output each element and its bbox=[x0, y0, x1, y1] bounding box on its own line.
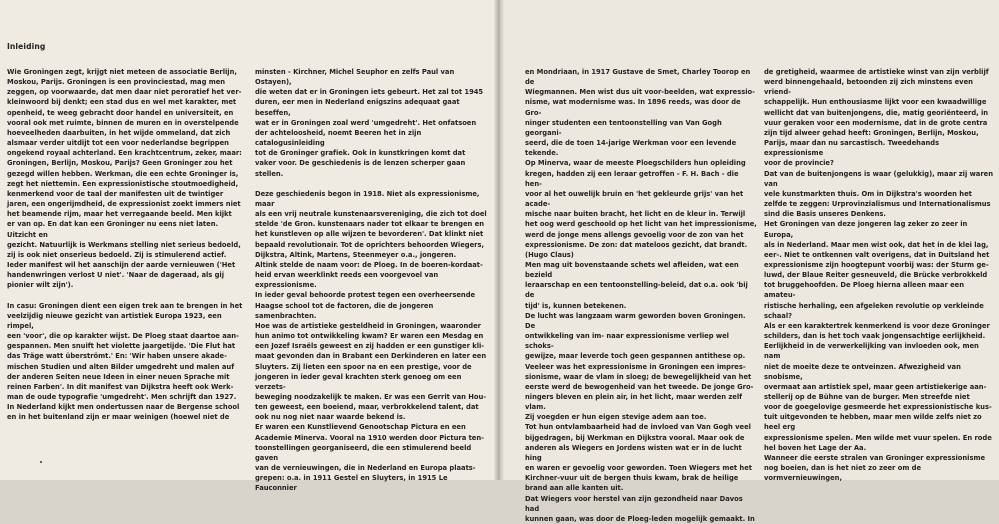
page-mark bbox=[40, 461, 42, 463]
left-page bbox=[0, 0, 498, 493]
text-column-3 bbox=[525, 67, 757, 524]
text-column-4 bbox=[764, 67, 996, 483]
paragraph: en Mondriaan, in 1917 Gustave de Smet, Charley Toorop en de Wiegmannen. Men wist dus uit voor-beelden, wat expressio- nisme, wat modernisme was. In 1896 reeds, was door de Gro- ninger studenten een tentoonstelling van Van Gogh georgani- seerd, die de toen 14-jarige Werkman voor een levende tekende. Op Minerva, waar de meeste Ploegschilders hun opleiding kregen, hadden zij een leraar getroffen - F. H. Bach - die hen- voor al het ouwelijk bruin en 'het gekleurde grijs' van het acade- mische naar buiten bracht, het licht en de kleur in. Terwijl het oog werd geschoold op het licht van het impressionisme, werd de jonge mens allengs gevoelig voor de zon van het expressionisme. De zon: dat mateloos gezicht, dat brandt. (Hugo Claus) Men mag uit bovenstaande schets wel afleiden, wat een bezield leraarschap en een tentoonstelling-beleid, dat o.a. ook 'bij de tijd' is, kunnen betekenen. De lucht was langzaam warm geworden boven Groningen. De ontwikkeling van im- naar expressionisme verliep wel schoks- gewijze, maar leverde toch geen gespannen antithese op. Veeleer was het expressionisme in Groningen een impres- sionisme, waar de vlam in sloeg; de bewegelijkheid van het eerste werd de bewogenheid van het tweede. De jonge Gro- ningers bleven en plein air, in het licht, maar werden zelf vlam. Zij voegden er hun eigen stevige adem aan toe. Tot hun ontvlambaarheid had de invloed van Van Gogh veel bijgedragen, bij Werkman en Dijkstra vooral. Maar ook de anderen als Wiegers en Jordens wisten wat er in de lucht hing en waren er gevoelig voor geworden. Toen Wiegers met het Kirchner-vuur uit de bergen thuis kwam, brak de heilige brand aan alle kanten uit. Dat Wiegers voor herstel van zijn gezondheid naar Davos had kunnen gaan, was door de Ploeg-leden mogelijk gemaakt. In bbox=[525, 68, 757, 523]
section-heading: Inleiding bbox=[7, 42, 46, 51]
text-column-2 bbox=[255, 67, 487, 494]
paragraph: Deze geschiedenis begon in 1918. Niet als expressionisme, maar als een vrij neutrale kunstenaarsvereniging, die zich tot doel stelde 'de Gron. kunstenaars nader tot elkaar te brengen en het kunstleven op alle wijzen te bevorderen'. Dat klinkt niet bepaald revolutionair. Tot de oprichters behoorden Wiegers, Dijkstra, Altink, Martens, Steenmeyer o.a., jongeren. Altink stelde de naam voor: de Ploeg. In de boeren-kordaat- heid ervan weerklinkt reeds een voorgevoel van expressionisme. In ieder geval behoorde protest tegen een overheersende Haagse school tot de factoren, die de jongeren samenbrachten. Hoe was de artistieke gesteldheid in Groningen, waaronder hun animo tot ontwikkeling kwam? Er waren een Mesdag en een Jozef Israëls geweest en zij hadden er een gunstiger kli- maat gevonden dan in Brabant een Derkinderen en later een Sluyters. Zij lieten een spoor na en een prestige, voor de jongeren in ieder geval krachten sterk genoeg om een verzets- beweging noodzakelijk te maken. Er was een Gerrit van Hou- ten geweest, een boeiend, maar, verbrokkelend talent, dat ook nu nog niet naar waarde bekend is. Er waren een Kunstlievend Genootschap Pictura en een Academie Minerva. Vooral na 1910 werden door Pictura ten- toonstellingen georganiseerd, die een stimulerend beeld gaven van de vernieuwingen, die in Nederland en Europa plaats- grepen: o.a. in 1911 Gestel en Sluyters, in 1915 Le Fauconnier bbox=[255, 189, 487, 493]
paragraph: de gretigheid, waarmee de artistieke winst van zijn verblijf werd binnengehaald, betoonden zij zich minstens even vriend- schappelijk. Hun enthousiasme lijkt voor een kwaadwillige wellicht dat van buitenjongens, die, matig georiënteerd, in vuur geraken voor een modernisme, dat in de grote centra zijn tijd alweer gehad heeft: Groningen, Berlijn, Moskou, Parijs, maar dan nu sarcastisch. Tweedehands expressionisme voor de provincie? Dat van de buitenjongens is waar (gelukkig), maar zij waren van vele kunstmarkten thuis. Om in Dijkstra's woorden het zelfde te zeggen: Urprovinzialismus und Internationalismus sind die Basis unseres Denkens. Het Groningen van deze jongeren lag zeker zo zeer in Europa, als in Nederland. Maar men wist ook, dat het in de klei lag, eer-. Niet te ontkennen valt overigens, dat in Duitsland het expressionisme zijn hoogtepunt voorbij was: der Sturm ge- luwd, der Blaue Reiter gesneuveld, die Brücke verbrokkeld tot bruggehoofden. De Ploeg hierna alleen maar een amateu- ristische herhaling, een afgeleken revolutie op verkleinde schaal? Als er een karaktertrek kenmerkend is voor deze Groninger schilders, dan is het toch vaak jongensachtige eerlijkheid. Eerlijkheid in de verwerkelijking van invloeden ook, men nam niet de moeite deze te ontveinzen. Afwezigheid van snobisme, overmaat aan artistiek spel, maar geen artistiekerige aan- stellerij op de Bühne van de burger. Men streefde niet voor de goegelovige gesmeerde het expressionistische kus- tuit uitgevonden te hebben, maar men wilde zelfs niet zo heel erg expressionisme spelen. Men wilde met vuur spelen. En rode hel boven het Lage der Aa. Wanneer die eerste stralen van Groninger expressionisme nog boeien, dan is het niet zo zeer om de vormvernieuwingen, bbox=[764, 68, 993, 483]
book-gutter bbox=[494, 0, 504, 480]
paragraph: Wie Groningen zegt, krijgt niet meteen de associatie Berlijn, Moskou, Parijs. Groningen is een provinciestad, mag men zeggen, op voorwaarde, dat men daar niet peroratief het ver- kleinwoord bij denkt; een stad dus en wel met karakter, met openheid, te weeg gebracht door handel en universiteit, en vooral ook met ruimte, binnen de muren en in overstelpende hoeveelheden daarbuiten, in het wijde ommeland, dat zich alsmaar verder uitdijt tot een voor nederlandse begrippen ongekend royaal achterland. Een krachtcentrum, zeker, maar: Groningen, Berlijn, Moskou, Parijs? Geen Groninger zou het gezegd willen hebben. Werkman, die een echte Groninger is, zegt het niettemin. Een expressionistische stoutmoedigheid, kenmerkend voor de taal der manifesten uit de twintiger jaren, een ongerijmdheid, de expressionist zoekt immers niet het beamende rijm, maar het verregaande beeld. Men kijkt er van op. En dat kan een Groninger nu eens niet laten. Uitzicht en gezicht. Natuurlijk is Werkmans stelling niet serieus bedoeld, zij is ook niet onserieus bedoeld. Zij is stimulerend actief. Ieder manifest wil het aanschijn der aarde vernieuwen ('Het handenwringen verlost U niet'. 'Naar de dageraad, als gij pionier wilt zijn'). bbox=[7, 68, 242, 290]
text-column-1 bbox=[7, 67, 243, 422]
paragraph: In casu: Groningen dient een eigen trek aan te brengen in het veelzijdig nieuwe gezicht van artistiek Europa 1923, een rimpel, een 'voor', die op karakter wijst. De Ploeg staat daartoe aan- gespannen. Men snuift het violette jaargetijde. 'Die Flut hat das Träge watt überströmt.' En: 'Wir haben unsere akade- mischen Studien und alten Bilder umgedreht und malen auf der anderen Seiten neue Ideen in einer neuen Sprache mit reinen Farben'. In dit manifest van Dijkstra heeft ook Werk- man de oude typografie 'umgedreht'. Men schrijft dan 1927. In Nederland kijkt men ondertussen naar de Bergense school en in het buitenland zijn er maar weinigen (hoewel niet de bbox=[7, 301, 243, 422]
right-page bbox=[500, 0, 999, 523]
paragraph: minsten - Kirchner, Michel Seuphor en zelfs Paul van Ostayen), die weten dat er in Groningen iets gebeurt. Het zal tot 1945 duren, eer men in Nederland enigszins adequaat gaat beseffen, wat er in Groningen zoal werd 'umgedreht'. Het onfatsoen der achteloosheid, noemt Beeren het in zijn catalogusinleiding tot de Groninger grafiek. Ook in kunstkringen komt dat vaker voor. De geschiedenis is de lenzen scherper gaan stellen. bbox=[255, 68, 484, 178]
